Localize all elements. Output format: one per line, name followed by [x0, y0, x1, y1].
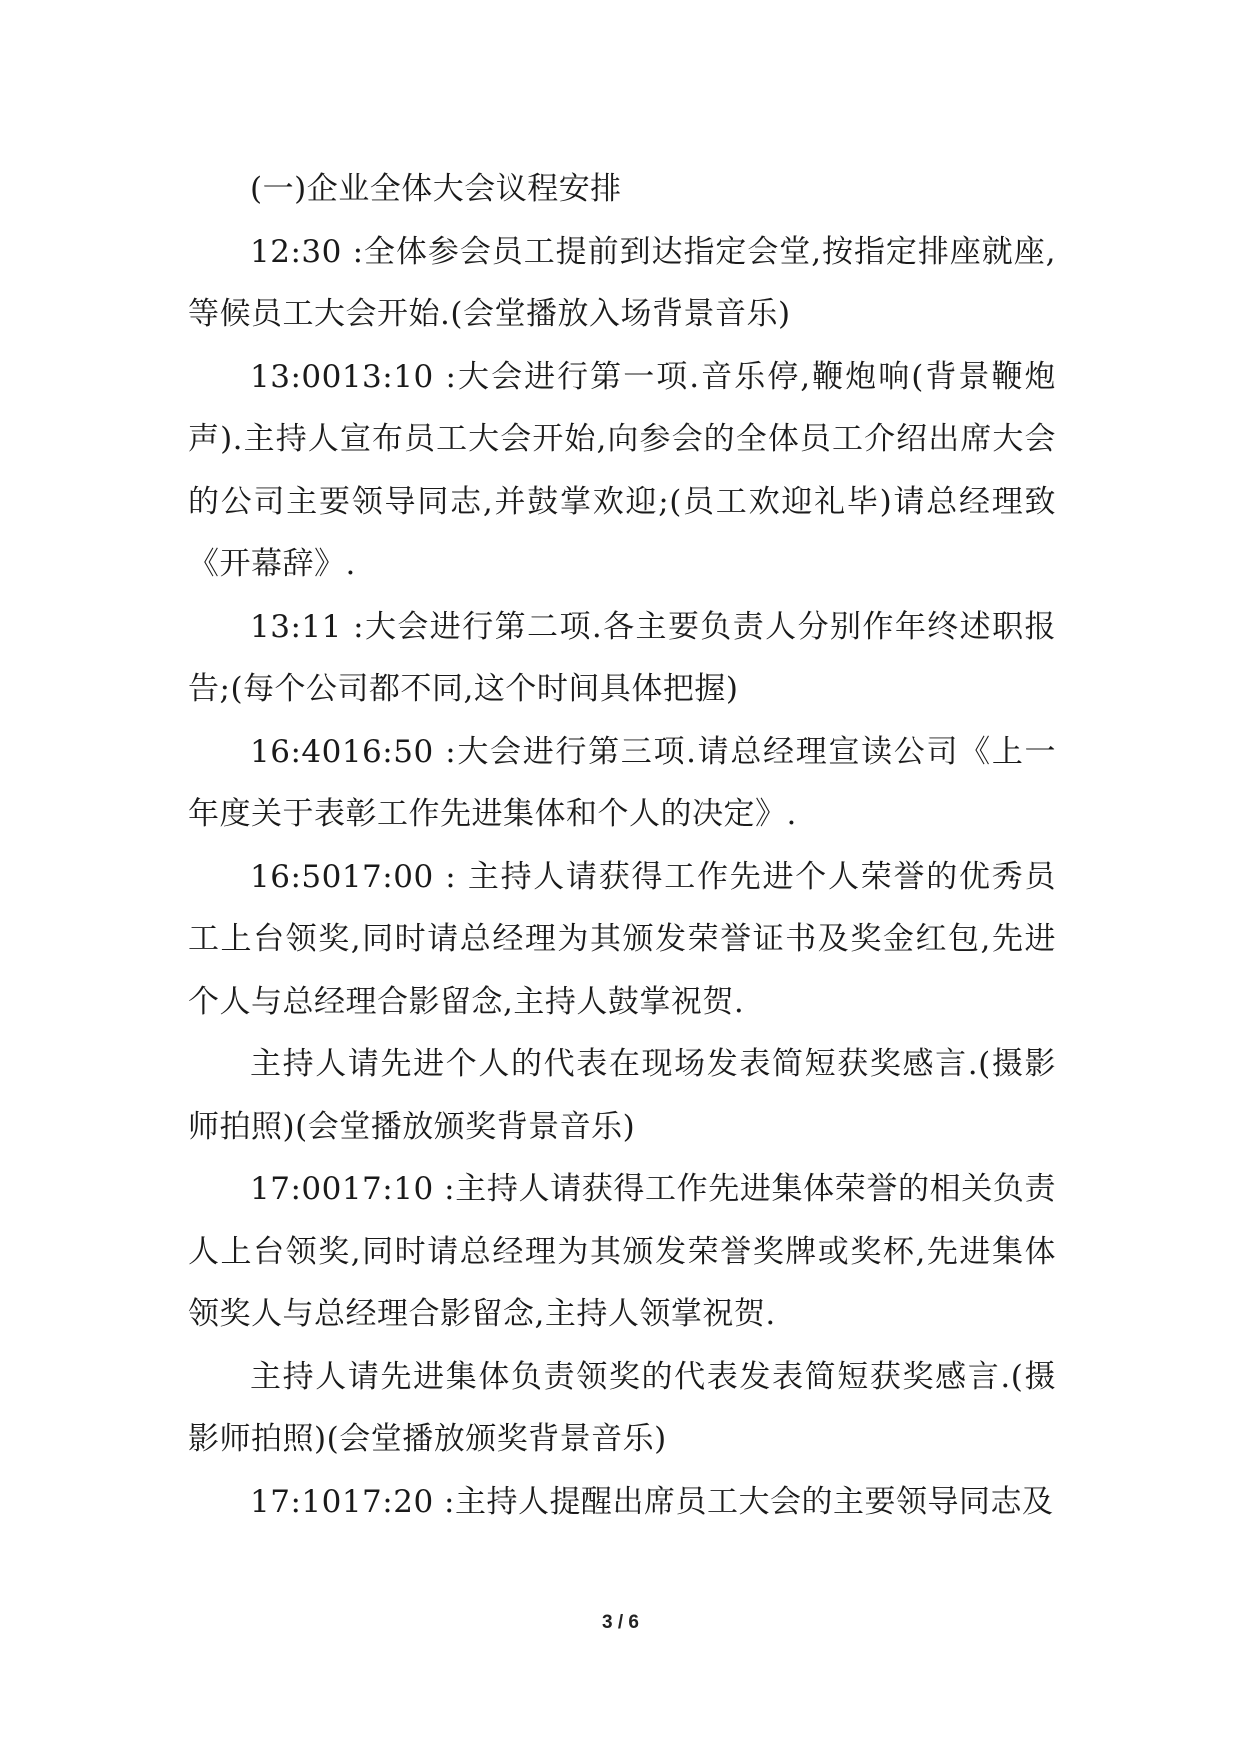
agenda-item-1311: 13:11 :大会进行第二项.各主要负责人分别作年终述职报告;(每个公司都不同,这个时间具体把握)	[188, 608, 1056, 707]
agenda-note-collective: 主持人请先进集体负责领奖的代表发表简短获奖感言.(摄影师拍照)(会堂播放颁奖背景音乐)	[188, 1358, 1056, 1457]
agenda-item-1230: 12:30 :全体参会员工提前到达指定会堂,按指定排座就座,等候员工大会开始.(会堂播放入场背景音乐)	[188, 233, 1056, 332]
agenda-item-1710: 17:1017:20 :主持人提醒出席员工大会的主要领导同志及	[250, 1483, 1054, 1520]
agenda-item-1640: 16:4016:50 :大会进行第三项.请总经理宣读公司《上一年度关于表彰工作先进集体和个人的决定》.	[188, 733, 1056, 832]
agenda-item-1650: 16:5017:00 : 主持人请获得工作先进个人荣誉的优秀员工上台领奖,同时请总经理为其颁发荣誉证书及奖金红包,先进个人与总经理合影留念,主持人鼓掌祝贺.	[188, 858, 1056, 1020]
document-body	[188, 158, 1056, 1533]
agenda-item-1300: 13:0013:10 :大会进行第一项.音乐停,鞭炮响(背景鞭炮声).主持人宣布员工大会开始,向参会的全体员工介绍出席大会的公司主要领导同志,并鼓掌欢迎;(员工欢迎礼毕)请总经理致《开幕辞》.	[188, 358, 1056, 582]
agenda-item-1700: 17:0017:10 :主持人请获得工作先进集体荣誉的相关负责人上台领奖,同时请总经理为其颁发荣誉奖牌或奖杯,先进集体领奖人与总经理合影留念,主持人领掌祝贺.	[188, 1171, 1056, 1332]
page-number: 3 / 6	[602, 1612, 639, 1633]
agenda-note-individual: 主持人请先进个人的代表在现场发表简短获奖感言.(摄影师拍照)(会堂播放颁奖背景音乐)	[188, 1046, 1056, 1145]
section-heading: (一)企业全体大会议程安排	[250, 171, 622, 207]
